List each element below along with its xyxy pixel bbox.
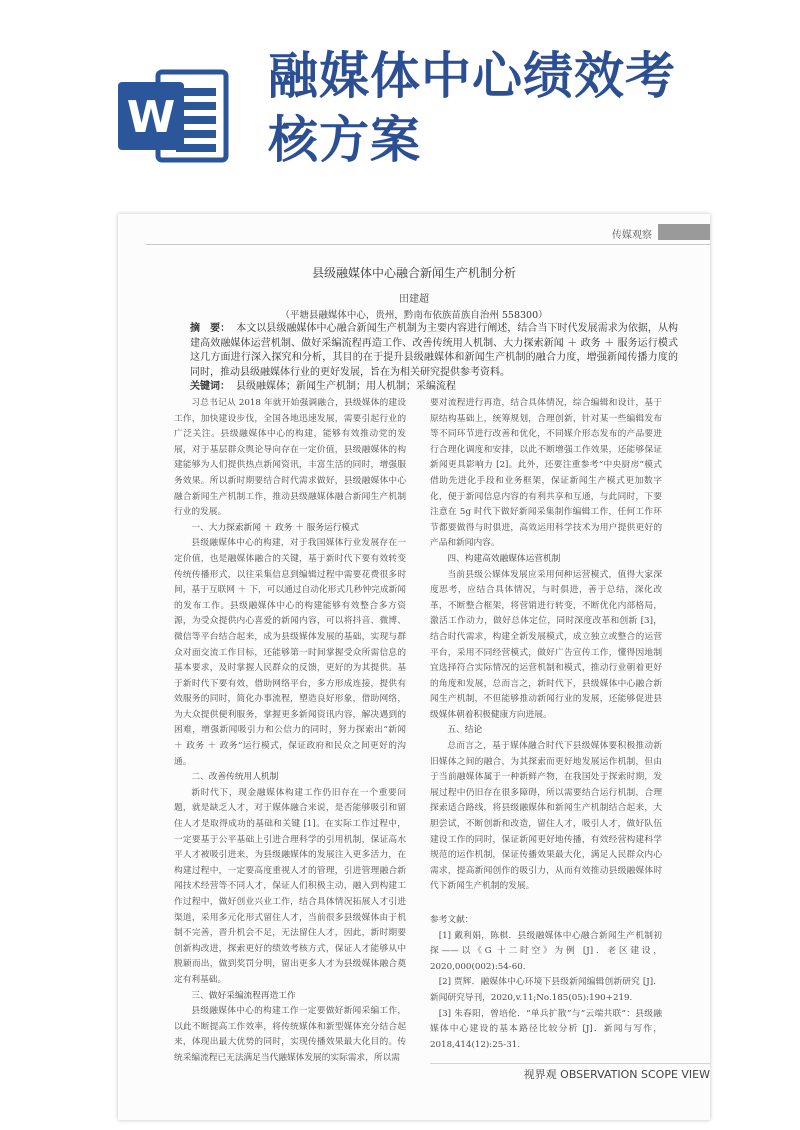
footer-rule	[430, 1063, 710, 1064]
reference-item: [2] 贾辉．融媒体中心环境下县级新闻编辑创新研究 [J]．新闻研究导刊，2020,v.11;No.185(05):190+219.	[430, 977, 662, 1003]
paper-affiliation: （平塘县融媒体中心，贵州，黔南布依族苗族自治州 558300）	[280, 310, 548, 321]
keywords-text: 县级融媒体；新闻生产机制；用人机制；采编流程	[236, 381, 456, 393]
section-heading: 一、大力探索新闻 ＋ 政务 ＋ 服务运行模式	[191, 522, 359, 533]
body-paragraph: 县级融媒体中心的构建，对于我国媒体行业发展存在一定价值，也是融媒体融合的关键，基于新时代下要有效转变传统传播形式，以往采集信息到编辑过程中需要花费很多时间，基于互联网 ＋ 下，可以通过自动化形式几秒钟完成新闻的发布工作。县级融媒体中心的构建能够有效整合多方资源，为受众提供内心喜爱的新闻内容，可以将抖音、微博、微信等平台结合起来，成为县级媒体发展的基础，实现与群众对面交流工作目标，还能够第一时间掌握受众所需信息的基本要求，及时掌握人民群众的反馈，更好的为其提供。基于新时代下要有效，借助网络平台，多方形成连接，提供有效服务的同时，简化办事流程，塑造良好形象，借助网络，为大众提供便利服务，掌握更多新闻资讯内容，解决遇到的困难，增强新闻吸引力和公信力的同时，努力探索出“新闻 ＋ 政务 ＋ 政务”运行模式，保证政府和民众之间更好的沟通。	[174, 538, 406, 767]
abstract-label: 摘 要：	[190, 323, 231, 334]
running-head: 传媒观察	[612, 230, 652, 241]
references-heading: 参考文献：	[430, 915, 474, 925]
body-paragraph: 要对流程进行再造，结合具体情况，综合编辑和设计，基于原结构基础上，统筹规划，合理创新，针对某一些编辑发布等不同环节进行改善和优化，不同媒介形态发布的产品要进行合理化调度和安排，以此不断增强工作效果，还能够保证新闻更具影响力 [2]。此外，还要注重参考“中央厨房”模式借助先进化手段和业务框架，保证新闻生产模式更加数字化，便于新闻信息内容的有利共享和互通，与此同时，下要注意在 5g 时代下做好新闻采集制作编辑工作，任何工作环节都要做得与时俱进，高效运用科学技术为用户提供更好的产品和新闻内容。	[430, 398, 662, 549]
cover-title	[268, 44, 788, 172]
paper-author: 田建超	[399, 294, 429, 305]
right-column	[430, 396, 662, 1053]
body-paragraph: 习总书记从 2018 年就开始强调融合，县级媒体的建设工作，加快建设步伐，全国各地迅速发展，需要引起行业的广泛关注。县级融媒体中心的构建，能够有效推动党的发展，对于基层群众舆论导向存在一定价值，县级融媒体的构建能够为人们提供热点新闻资讯，丰富生活的同时，增强服务效果。所以新时期要结合时代需求做好，县级融媒体中心融合新闻生产机制工作，推动县级融媒体融合新闻生产机制行业的发展。	[174, 398, 406, 518]
cover-title-line-1: 融媒体中心绩效考	[268, 47, 676, 105]
section-heading: 五、结论	[447, 725, 483, 736]
footer-brand: 视界观 OBSERVATION SCOPE VIEW	[523, 1068, 710, 1081]
abstract-block	[190, 322, 678, 395]
keywords-label: 关键词：	[190, 381, 230, 393]
running-head-rule	[146, 244, 710, 245]
body-paragraph: 总而言之，基于媒体融合时代下县级媒体要积极推动新旧媒体之间的融合，为其探索而更好地发展运作机制，但由于当前融媒体属于一种新鲜产物，在我国处于探索时期，发展过程中仍旧存在很多障碍，所以需要结合运行机制，合理探索适合路线，将县级融媒体和新闻生产机制结合起来，大胆尝试，不断创新和改造，留住人才，吸引人才，做好队伍建设工作的同时，保证新闻更好地传播，有效经营构建科学规范的运作机制，保证传播效果最大化，满足人民群众内心需求，提高新闻创作的吸引力，从而有效推动县级融媒体时代下新闻生产机制的发展。	[430, 741, 662, 892]
section-heading: 二、改善传统用人机制	[191, 772, 279, 783]
word-document-icon	[118, 68, 230, 164]
running-head-bar	[658, 224, 710, 240]
abstract	[190, 322, 678, 380]
keywords	[190, 380, 678, 395]
reference-item: [3] 朱春阳，曾培伦．“单兵扩散”与“云端共联”：县级融媒体中心建设的基本路径比较分析 [J]．新闻与写作，2018,414(12):25-31.	[430, 1008, 662, 1050]
word-icon-letter: W	[126, 92, 176, 143]
section-heading: 三、做好采编流程再造工作	[191, 990, 296, 1001]
paper-sheet	[118, 214, 710, 1120]
abstract-text: 本文以县级融媒体中心融合新闻生产机制为主要内容进行阐述，结合当下时代发展需求为依据，从构建高效融媒体运营机制、做好采编流程再造工作、改善传统用人机制、大力探索新闻 ＋ 政务 ＋ 服务运行模式这几方面进行深入探究和分析，其目的在于提升县级融媒体和新闻生产机制的融合力度，增强新闻传播力度的同时，推动县级融媒体行业的更好发展，旨在为相关研究提供参考资料。	[190, 323, 679, 378]
reference-item: [1] 戴利娟，陈棋．县级融媒体中心融合新闻生产机制初探——以《G 十二时空》为例 [J]．老区建设，2020,000(002):54-60.	[430, 930, 662, 972]
body-paragraph: 县级融媒体中心的构建工作一定要做好新闻采编工作，以此不断提高工作效率，将传统媒体和新型媒体充分结合起来，体现出最大优势的同时，实现传播效果最大化目的。传统采编流程已无法满足当代融媒体发展的实际需求，所以需	[174, 1006, 406, 1063]
body-paragraph: 当前县级公媒体发展应采用何种运营模式，值得大家深度思考，应结合具体情况，与时俱进，善于总结，深化改革，不断整合框架，将营销进行转变，不断优化内部格局，激活工作动力，做好总体定位，同时深度改革和创新 [3]，结合时代需求，构建全新发展模式，成立独立或整合的运营平台，采用不同经营模式，做好广告宣传工作，懂得因地制宜选择符合实际情况的运营机制和模式，推动行业朝着更好的角度和发展，总而言之，新时代下，县级媒体中心融合新闻生产机制，不但能够推动新闻行业的发展，还能够促进县级媒体朝着积极健康方向进展。	[430, 569, 662, 720]
section-heading: 四、构建高效融媒体运营机制	[447, 553, 561, 564]
paper-title: 县级融媒体中心融合新闻生产机制分析	[311, 266, 516, 280]
cover-title-line-2: 核方案	[268, 111, 421, 169]
left-column	[174, 396, 406, 1067]
body-paragraph: 新时代下，现金融媒体构建工作仍旧存在一个重要问题，就是缺乏人才，对于媒体融合来说，是否能够吸引和留住人才是取得成功的基础和关键 [1]。在实际工作过程中，一定要基于公平基础上引进合理科学的引用机制，保证高水平人才被吸引进来，为县级融媒体的发展注入更多活力，在构建过程中，一定要高度重视人才的管理，引进管理融合新闻技术经营等不同人才，保证人们积极主动，融入到构建工作过程中，做好创业兴业工作，结合具体情况拓展人才引进渠道，采用多元化形式留住人才，当前很多县级媒体由于机制不完善，晋升机会不足，无法留住人才，因此，新时期要创新构改进，探索更好的绩效考核方式，保证人才能够从中脱颖而出，做到奖罚分明，留出更多人才为县级媒体融合奠定有利基础。	[174, 787, 406, 985]
